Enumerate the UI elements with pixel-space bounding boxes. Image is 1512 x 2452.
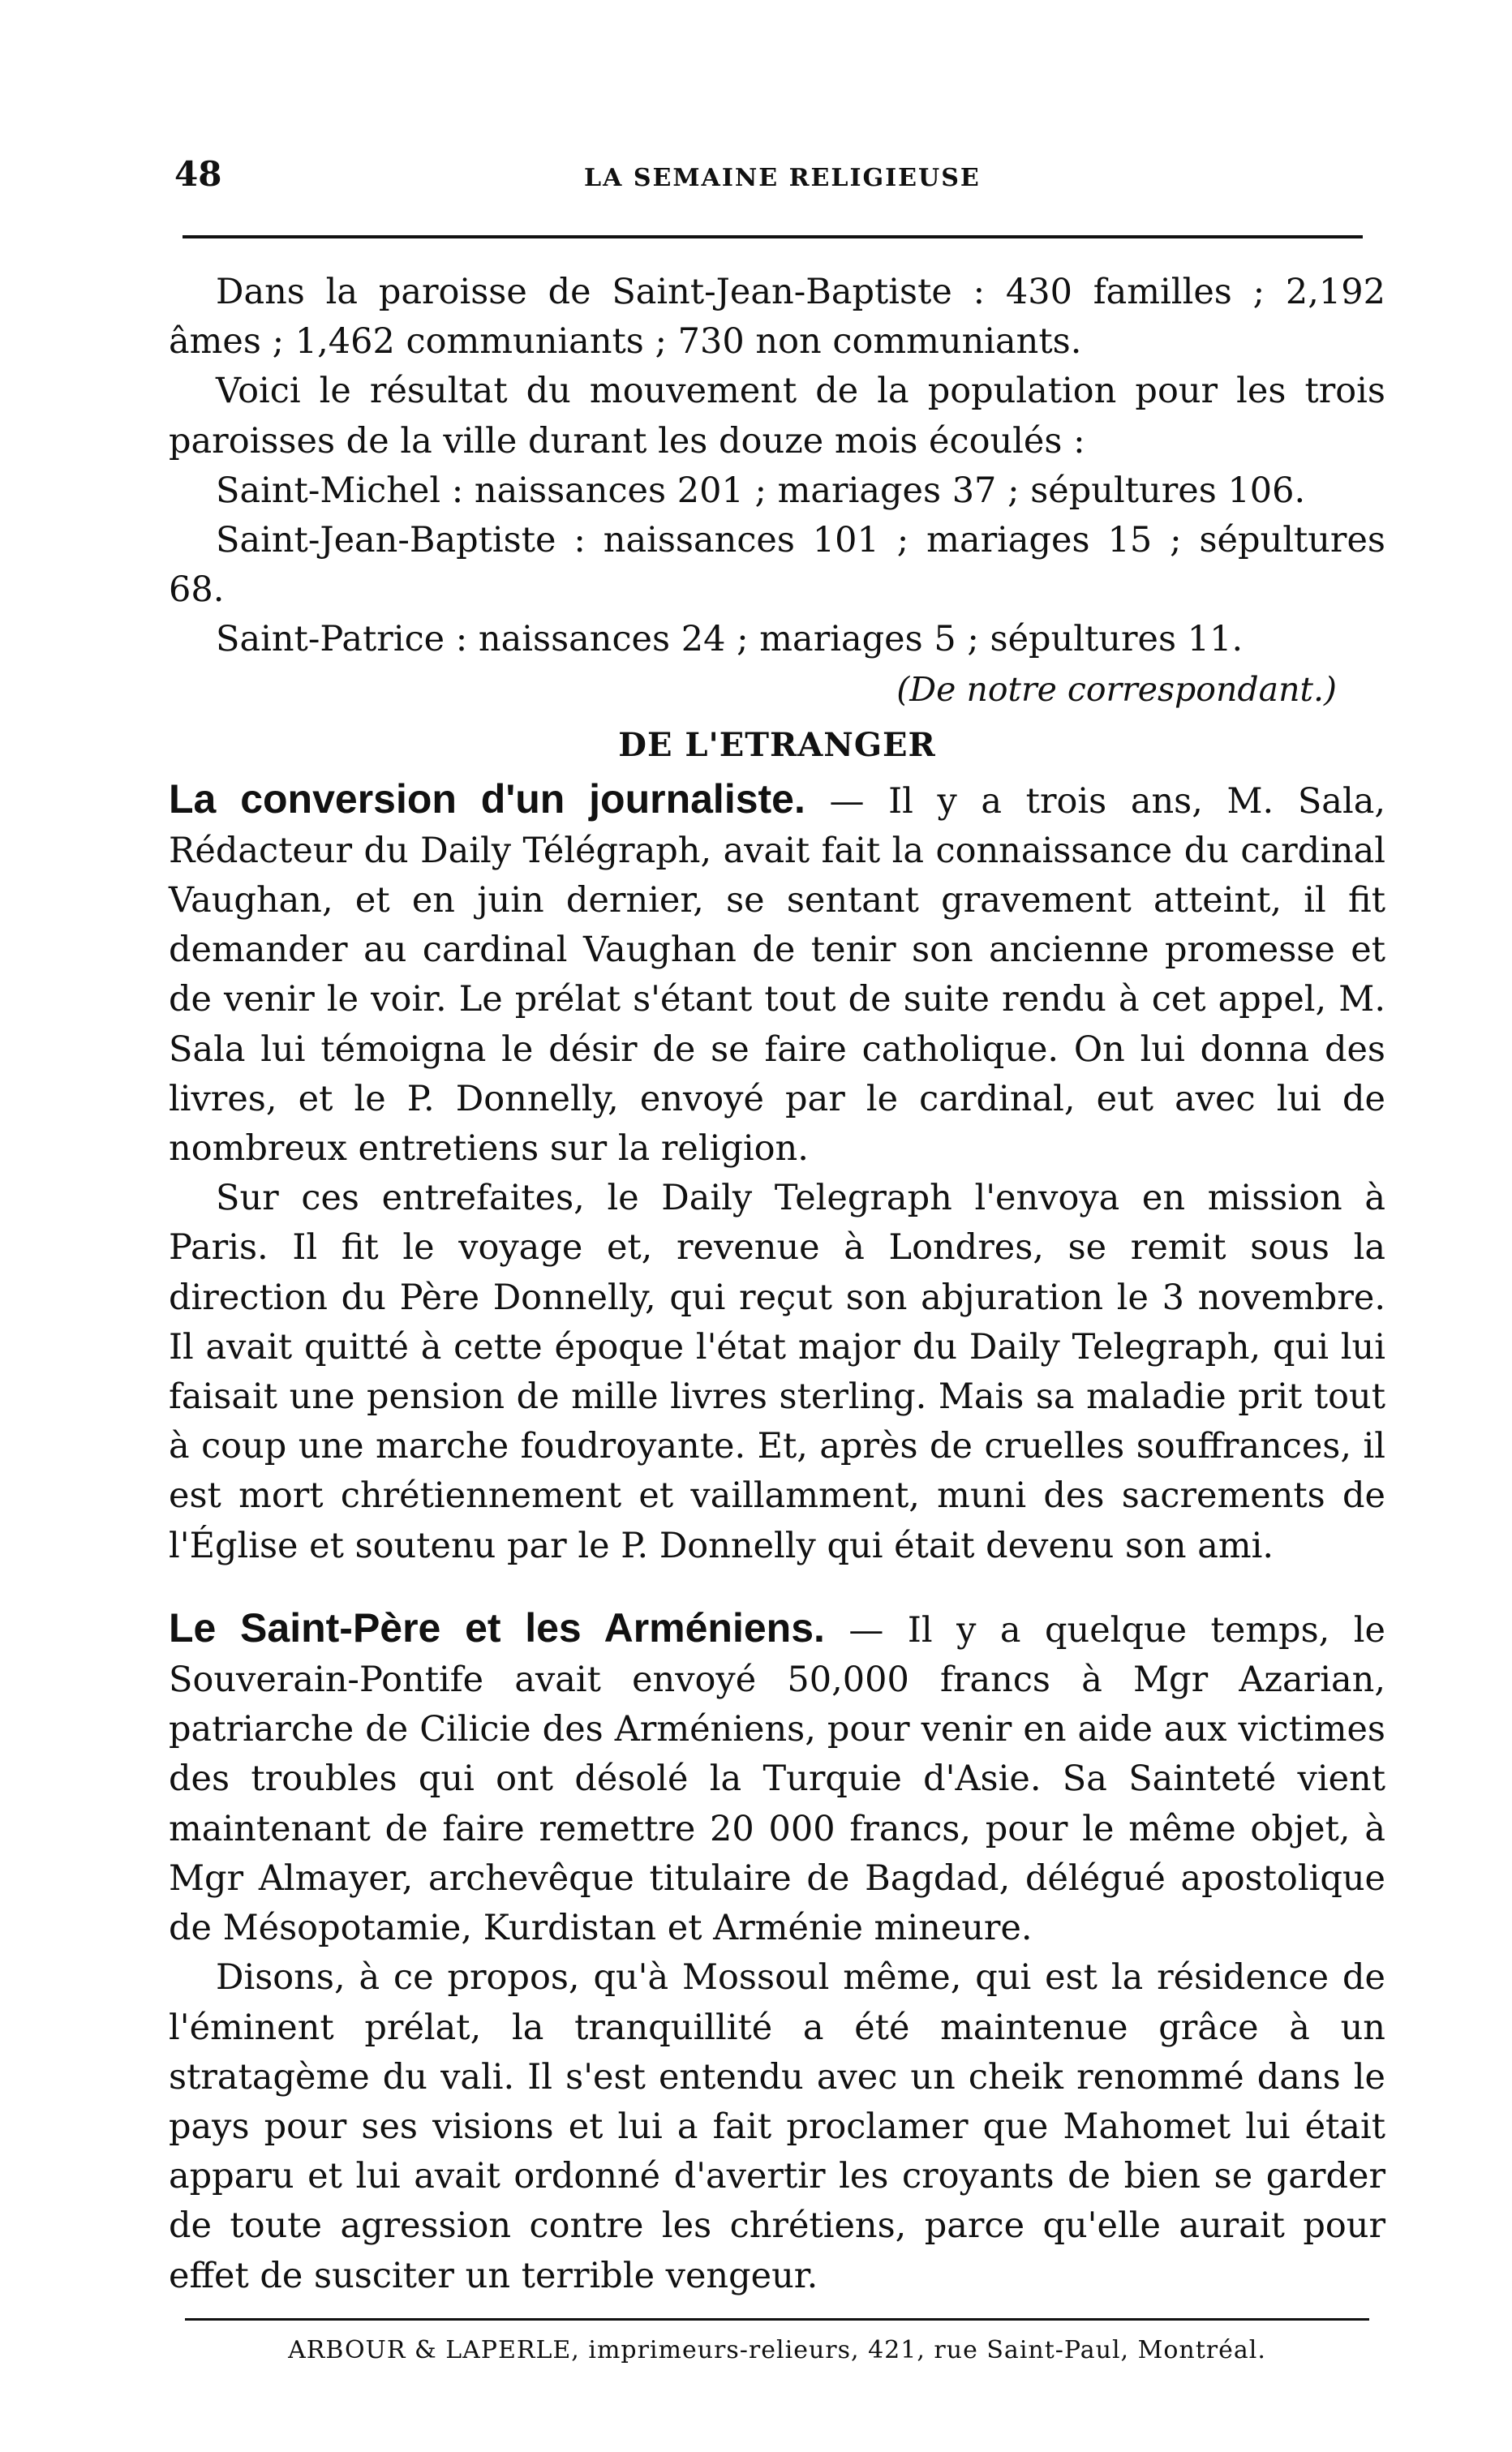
page-number: 48 (174, 154, 222, 194)
article-paragraph: Sur ces entrefaites, le Daily Telegraph l'envoya en mission à Paris. Il fit le voyage et, revenue à Londres, se remit sous la direction du Père Donnelly, qui reçut son abjuration le 3 novembre. Il avait quitté à cette époque l'état major du Daily Telegraph, qui lui faisait une pension de mille livres sterling. Mais sa maladie prit tout à coup une marche foudroyante. Et, après de cruelles souffrances, il est mort chrétiennement et vaillamment, muni des sacrements de l'Église et soutenu par le P. Donnelly qui était devenu son ami. (169, 1178, 1385, 1566)
article-title: La conversion d'un journaliste. (169, 775, 805, 822)
article-text: — Il y a quelque temps, le Souverain-Pontife avait envoyé 50,000 francs à Mgr Azarian, patriarche de Cilicie des Arméniens, pour venir en aide aux victimes des troubles qui ont désolé la Turquie d'Asie. Sa Sainteté vient maintenant de faire remettre 20 000 francs, pour le même objet, à Mgr Almayer, archevêque titulaire de Bagdad, délégué apostolique de Mésopotamie, Kurdistan et Arménie mineure. (169, 1609, 1385, 1949)
correspondent-signature: (De notre correspondant.) (896, 669, 1337, 709)
parish-stats-saint-michel: Saint-Michel : naissances 201 ; mariages 37 ; sépultures 106. (216, 470, 1306, 511)
intro-paragraph: Voici le résultat du mouvement de la population pour les trois paroisses de la ville durant les douze mois écoulés : (169, 371, 1385, 462)
printer-imprint: ARBOUR & LAPERLE, imprimeurs-relieurs, 421, rue Saint-Paul, Montréal. (288, 2336, 1266, 2364)
article-text: — Il y a trois ans, M. Sala, Rédacteur du Daily Télégraph, avait fait la connaissance du cardinal Vaughan, et en juin dernier, se sentant gravement atteint, il fit demander au cardinal Vaughan de tenir son ancienne promesse et de venir le voir. Le prélat s'étant tout de suite rendu à cet appel, M. Sala lui témoigna le désir de se faire catholique. On lui donna des livres, et le P. Donnelly, envoyé par le cardinal, eut avec lui de nombreux entretiens sur la religion. (169, 780, 1385, 1170)
section-heading: DE L'ETRANGER (618, 725, 936, 764)
header-rule (183, 235, 1363, 238)
article-paragraph: Disons, à ce propos, qu'à Mossoul même, qui est la résidence de l'éminent prélat, la tranquillité a été maintenue grâce à un stratagème du vali. Il s'est entendu avec un cheik renommé dans le pays pour ses visions et lui a fait proclamer que Mahomet lui était apparu et lui avait ordonné d'avertir les croyants de bien se garder de toute agression contre les chrétiens, parce qu'elle aurait pour effet de susciter un terrible vengeur. (169, 1957, 1385, 2296)
parish-stats-saint-patrice: Saint-Patrice : naissances 24 ; mariages 5 ; sépultures 11. (216, 619, 1244, 660)
running-head (174, 154, 1407, 203)
body-text (169, 268, 1385, 2301)
article-title: Le Saint-Père et les Arméniens. (169, 1604, 825, 1651)
intro-paragraph: Dans la paroisse de Saint-Jean-Baptiste : 430 familles ; 2,192 âmes ; 1,462 communiants ; 730 non communiants. (169, 272, 1385, 363)
header-title: LA SEMAINE RELIGIEUSE (584, 164, 981, 192)
article-paragraph (169, 1604, 1385, 1953)
parish-stats-saint-jean-baptiste: Saint-Jean-Baptiste : naissances 101 ; mariages 15 ; sépultures 68. (169, 520, 1385, 611)
footer-rule (185, 2318, 1369, 2321)
article-gap (169, 1571, 1385, 1604)
article-paragraph (169, 775, 1385, 1174)
